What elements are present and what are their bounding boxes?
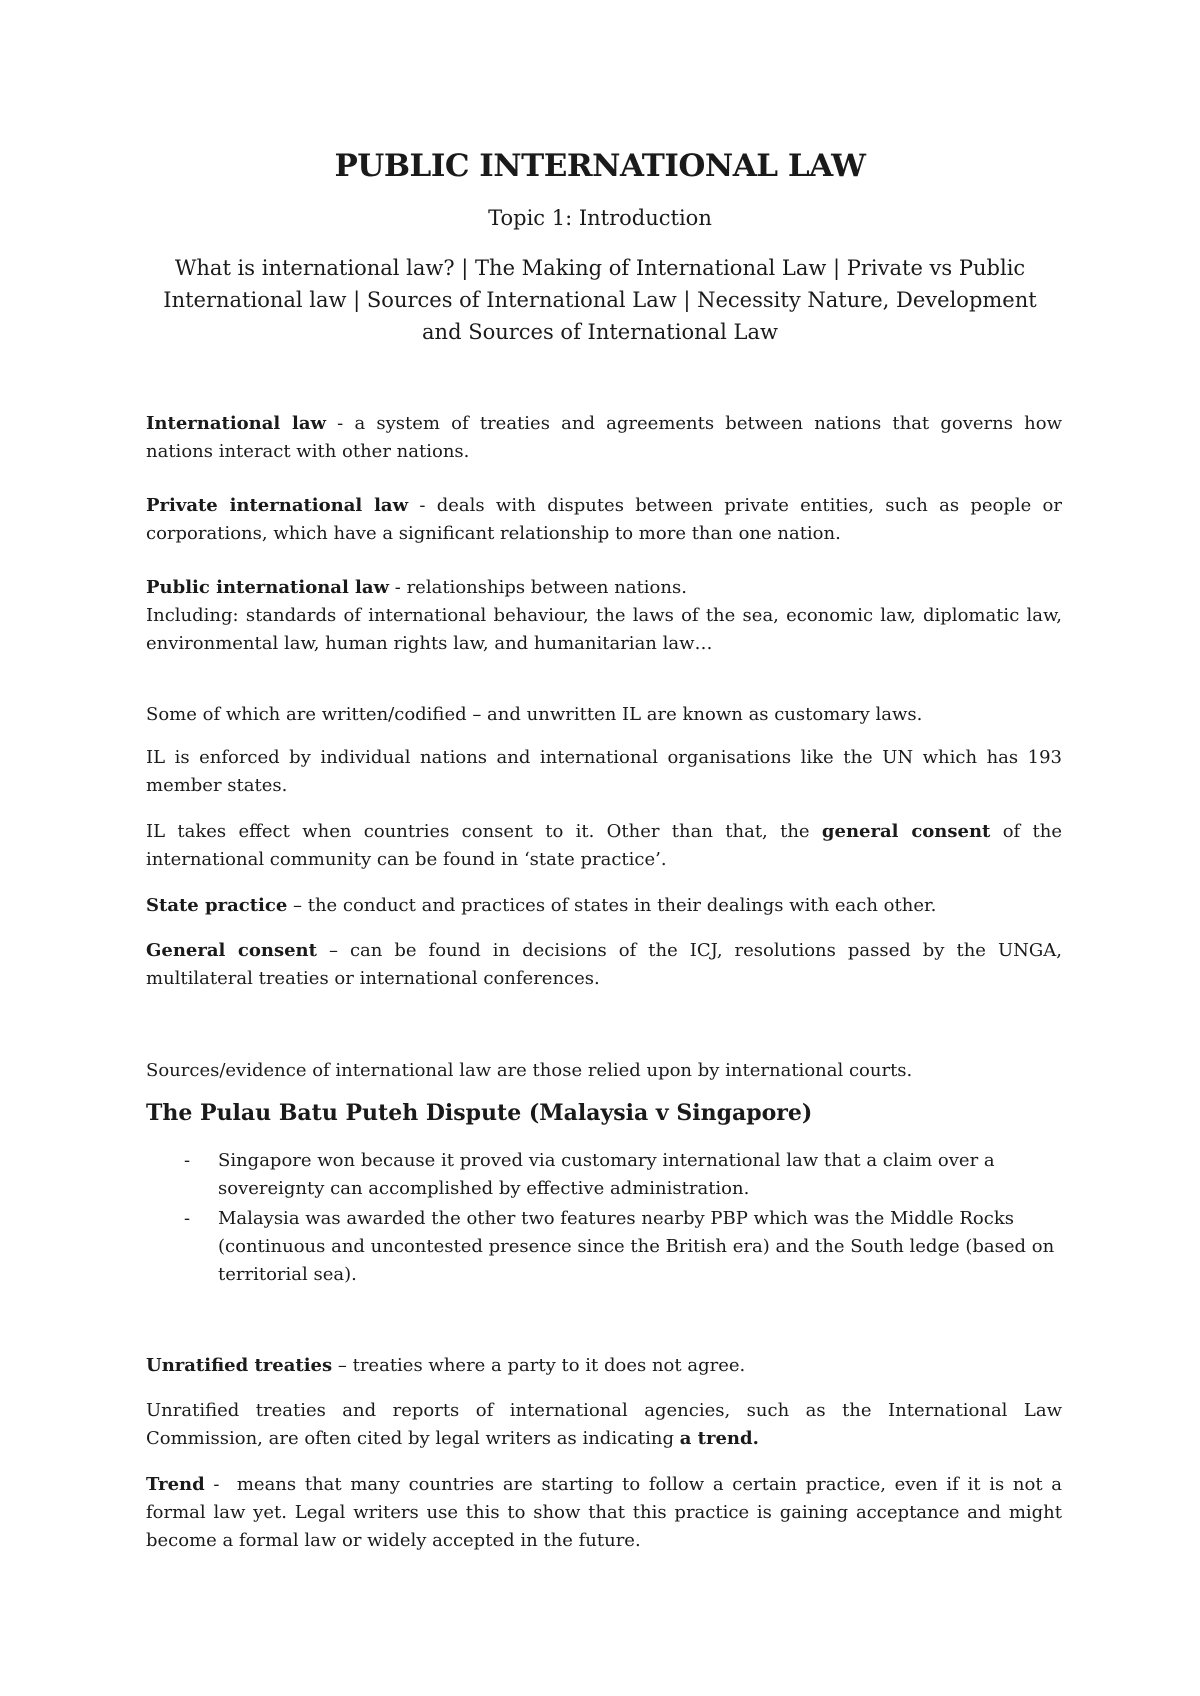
- public-il-including: Including: standards of international behaviour, the laws of the sea, economic law, diplomatic law, environmental law, human rights law, and humanitarian law…: [146, 605, 1062, 654]
- term: State practice: [146, 895, 288, 916]
- definition-text: treaties where a party to it does not agree.: [352, 1355, 746, 1376]
- bullet-dash: -: [184, 1150, 191, 1171]
- definition-general-consent: General consent – can be found in decisions of the ICJ, resolutions passed by the UNGA, multilateral treaties or international conferences.: [146, 940, 1062, 989]
- list-item: - Singapore won because it proved via customary international law that a claim over a sovereignty can accomplished by effective administration.: [146, 1147, 1062, 1203]
- case-heading: The Pulau Batu Puteh Dispute (Malaysia v Singapore): [146, 1100, 813, 1126]
- definition-public-international-law: Public international law - relationships between nations. Including: standards of international behaviour, the laws of the sea, economic law, diplomatic law, environmental law, human rights law, and humanitarian law…: [146, 577, 1062, 654]
- definition-text: the conduct and practices of states in their dealings with each other.: [307, 895, 937, 916]
- term: International law: [146, 413, 326, 434]
- subtopics-list: What is international law? | The Making of International Law | Private vs Public International law | Sources of International Law | Necessity Nature, Development and Sources of International Law: [163, 256, 1037, 344]
- topic-subtitle: Topic 1: Introduction: [488, 206, 712, 230]
- term: Public international law: [146, 577, 390, 598]
- bullet-dash: -: [184, 1208, 191, 1229]
- definition-private-international-law: Private international law - deals with disputes between private entities, such as people or corporations, which have a significant relationship to more than one nation.: [146, 495, 1063, 544]
- definition-trend: Trend - means that many countries are starting to follow a certain practice, even if it is not a formal law yet. Legal writers use this to show that this practice is gaining acceptance and might become a formal law or widely accepted in the future.: [146, 1474, 1062, 1551]
- paragraph-enforcement: IL is enforced by individual nations and international organisations like the UN which has 193 member states.: [146, 747, 1062, 796]
- definition-international-law: International law - a system of treaties and agreements between nations that governs how nations interact with other nations.: [146, 413, 1062, 462]
- trend-emphasis: a trend.: [679, 1428, 759, 1449]
- term: Private international law: [146, 495, 409, 516]
- paragraph-unratified: Unratified treaties and reports of international agencies, such as the International Law Commission, are often cited by legal writers as indicating a trend.: [146, 1400, 1062, 1449]
- term: Trend: [146, 1474, 205, 1495]
- case-bullet-list: [146, 1147, 1062, 1291]
- definition-text: relationships between nations.: [406, 577, 687, 598]
- term: General consent: [146, 940, 317, 961]
- term: Unratified treaties: [146, 1355, 333, 1376]
- list-item: - Malaysia was awarded the other two features nearby PBP which was the Middle Rocks (continuous and uncontested presence since the British era) and the South ledge (based on territorial sea).: [146, 1205, 1062, 1289]
- paragraph-sources: Sources/evidence of international law are those relied upon by international courts.: [146, 1060, 913, 1081]
- document-title: PUBLIC INTERNATIONAL LAW: [334, 148, 866, 184]
- definition-text: can be found in decisions of the ICJ, resolutions passed by the UNGA, multilateral treaties or international conferences.: [146, 940, 1062, 989]
- definition-unratified-treaties: Unratified treaties – treaties where a party to it does not agree.: [146, 1355, 746, 1376]
- definition-text: deals with disputes between private entities, such as people or corporations, which have a significant relationship to more than one nation.: [146, 495, 1063, 544]
- definition-state-practice: State practice – the conduct and practices of states in their dealings with each other.: [146, 895, 937, 916]
- general-consent-emphasis: general consent: [821, 821, 991, 842]
- paragraph-consent: IL takes effect when countries consent to it. Other than that, the general consent of the international community can be found in ‘state practice’.: [146, 821, 1062, 870]
- definition-text: a system of treaties and agreements between nations that governs how nations interact with other nations.: [146, 413, 1062, 462]
- paragraph-codified: Some of which are written/codified – and unwritten IL are known as customary laws.: [146, 704, 923, 725]
- definition-text: means that many countries are starting to follow a certain practice, even if it is not a formal law yet. Legal writers use this to show that this practice is gaining acceptance and might become a formal law or widely accepted in the future.: [146, 1474, 1062, 1551]
